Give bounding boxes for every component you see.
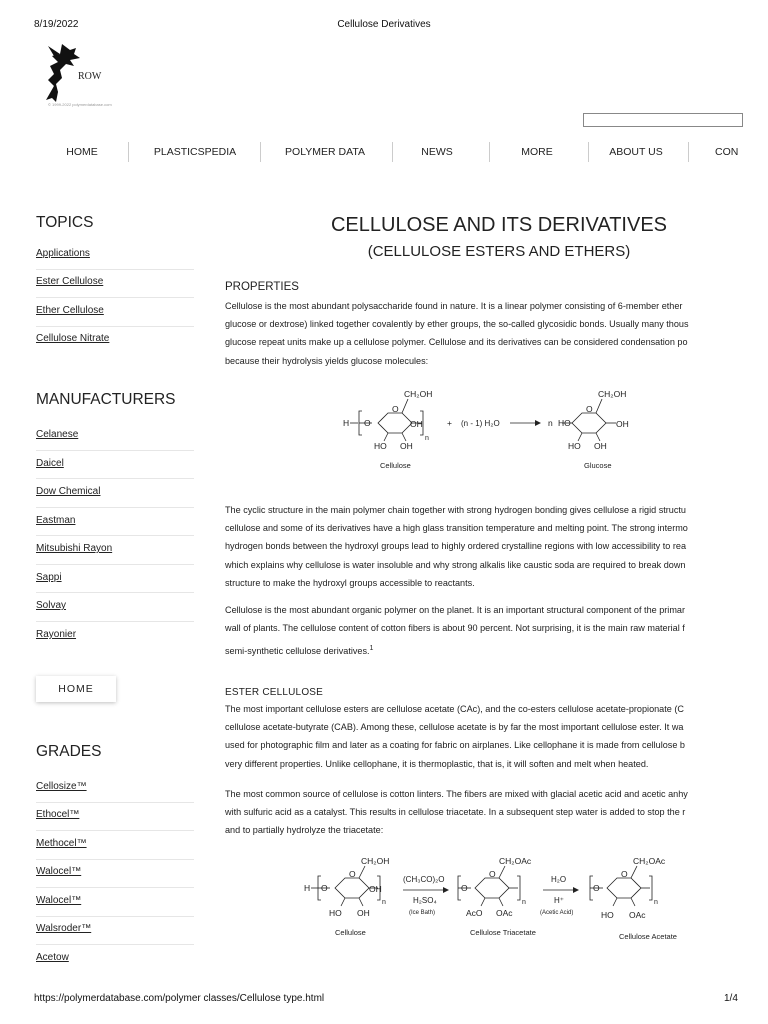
- text-line: cellulose and some of its derivatives have a high glass transition temperature and melting point. The strong intermo: [225, 523, 688, 534]
- nav-contact[interactable]: CON: [715, 146, 739, 158]
- scheme2-ch2oac: CH₂OAc: [499, 856, 532, 866]
- cellulose-hydrolysis-scheme: [340, 385, 660, 480]
- scheme2-label-acetate: Cellulose Acetate: [619, 932, 677, 941]
- scheme2-ch2oac-2: CH₂OAc: [633, 856, 666, 866]
- scheme-ch2oh: CH₂OH: [404, 389, 433, 399]
- divider: [36, 887, 194, 888]
- page-subtitle: (CELLULOSE ESTERS AND ETHERS): [367, 243, 631, 260]
- text-line: Cellulose is the most abundant polysaccharide found in nature. It is a linear polymer consisting of 6-member ether: [225, 301, 683, 311]
- scheme-oh-right: OH: [616, 419, 629, 429]
- divider: [36, 507, 194, 508]
- scheme-oh-2: OH: [400, 441, 413, 451]
- scheme2-ho-3: HO: [601, 910, 614, 920]
- divider: [36, 326, 194, 327]
- text-line: wall of plants. The cellulose content of cotton fibers is about 90 percent. Not surprising, it is the main raw material f: [225, 623, 685, 634]
- text-line: The most common source of cellulose is cotton linters. The fibers are mixed with glacial acetic acid and acetic anhy: [225, 789, 688, 799]
- manufacturer-link-daicel[interactable]: Daicel: [36, 458, 64, 469]
- scheme-label-cellulose: Cellulose: [380, 461, 411, 470]
- paragraph-esters: [225, 700, 768, 773]
- text-line: hydrogen bonds between the hydroxyl groups lead to highly ordered crystalline regions with low accessibility to rea: [225, 541, 687, 552]
- nav-divider: [128, 142, 129, 162]
- divider: [36, 944, 194, 945]
- scheme-o: O: [364, 418, 371, 428]
- scheme2-label-cellulose: Cellulose: [335, 928, 366, 937]
- manufacturer-link-solvay[interactable]: Solvay: [36, 600, 67, 611]
- scheme2-oac: OAc: [496, 908, 513, 918]
- paragraph-structure: [225, 501, 768, 592]
- grades-heading: GRADES: [36, 743, 102, 760]
- scheme-ho: HO: [374, 441, 387, 451]
- text-line: The most important cellulose esters are cellulose acetate (CAc), and the co-esters cellulose acetate-propionate (C: [225, 704, 684, 714]
- divider: [36, 802, 194, 803]
- scheme2-catalyst1: H₂SO₄: [413, 896, 437, 905]
- scheme2-reagent2: H₂O: [551, 875, 567, 884]
- scheme-n-prefix: n: [548, 418, 553, 428]
- home-button[interactable]: HOME: [36, 676, 116, 702]
- print-title: Cellulose Derivatives: [337, 19, 431, 30]
- topic-link-cellulose-nitrate[interactable]: Cellulose Nitrate: [36, 333, 110, 344]
- nav-plasticspedia[interactable]: PLASTICSPEDIA: [153, 146, 237, 158]
- text-line: used for photographic film and later as a coating for fabric on airplanes. Like cellophane it is made from cellulose b: [225, 740, 685, 751]
- scheme-ho-right: HO: [558, 418, 571, 428]
- text-line: which explains why cellulose is water insoluble and why strong alkalis like caustic soda are required to break down: [225, 559, 686, 570]
- divider: [36, 621, 194, 622]
- scheme2-n-3: n: [654, 899, 658, 906]
- section-heading-ester-cellulose: ESTER CELLULOSE: [225, 687, 324, 698]
- scheme2-oh: OH: [369, 884, 382, 894]
- divider: [36, 592, 194, 593]
- logo-text: ROW: [78, 71, 102, 82]
- divider: [36, 450, 194, 451]
- scheme2-n-2: n: [522, 899, 526, 906]
- scheme2-oh-2: OH: [357, 908, 370, 918]
- scheme2-label-triacetate: Cellulose Triacetate: [470, 928, 536, 937]
- scheme2-aco: AcO: [466, 908, 483, 918]
- nav-about-us[interactable]: ABOUT US: [609, 146, 663, 158]
- site-logo[interactable]: [40, 40, 120, 110]
- scheme-oh-right-2: OH: [594, 441, 607, 451]
- scheme2-n: n: [382, 899, 386, 906]
- divider: [36, 269, 194, 270]
- print-date: 8/19/2022: [34, 19, 79, 30]
- scheme-h: H: [343, 418, 350, 428]
- text-line: and to partially hydrolyze the triacetate:: [225, 825, 384, 836]
- divider: [36, 830, 194, 831]
- divider: [36, 297, 194, 298]
- nav-polymer-data[interactable]: POLYMER DATA: [285, 146, 365, 158]
- manufacturer-link-celanese[interactable]: Celanese: [36, 429, 79, 440]
- manufacturer-link-sappi[interactable]: Sappi: [36, 572, 62, 583]
- text-line: [225, 640, 768, 658]
- text-line: because their hydrolysis yields glucose molecules:: [225, 355, 429, 366]
- topic-link-applications[interactable]: Applications: [36, 248, 90, 259]
- scheme2-ho: HO: [329, 908, 342, 918]
- scheme2-oac-2: OAc: [629, 910, 646, 920]
- grade-link-acetow[interactable]: Acetow: [36, 952, 69, 963]
- print-page-number: 1/4: [724, 993, 738, 1004]
- scheme2-ring-o: O: [349, 869, 356, 879]
- paragraph-abundance: [225, 601, 768, 659]
- text-line: glucose repeat units make up a cellulose polymer. Cellulose and its derivatives can be considered condensation po: [225, 337, 688, 348]
- print-url: https://polymerdatabase.com/polymer classes/Cellulose type.html: [34, 993, 325, 1004]
- scheme2-condition1: (Ice Bath): [409, 910, 436, 916]
- page-title: CELLULOSE AND ITS DERIVATIVES: [330, 214, 668, 236]
- text-line: The cyclic structure in the main polymer chain together with strong hydrogen bonding gives cellulose a rigid structu: [225, 505, 686, 515]
- grade-link-cellosize[interactable]: Cellosize™: [36, 781, 87, 792]
- grade-link-walocel-2[interactable]: Walocel™: [36, 895, 82, 906]
- nav-home[interactable]: HOME: [66, 146, 98, 158]
- text-span: semi-synthetic cellulose derivatives.: [225, 646, 370, 657]
- text-line: very different properties. Unlike cellophane, it is thermoplastic, that is, it will soften and melt when heated.: [225, 758, 649, 769]
- scheme-ho-right-2: HO: [568, 441, 581, 451]
- nav-news[interactable]: NEWS: [421, 146, 453, 158]
- grade-link-ethocel[interactable]: Ethocel™: [36, 809, 80, 820]
- paragraph-properties: [225, 297, 768, 370]
- scheme-ring-o: O: [392, 404, 399, 414]
- scheme2-o: O: [321, 883, 328, 893]
- manufacturer-link-rayonier[interactable]: Rayonier: [36, 629, 77, 640]
- section-heading-properties: PROPERTIES: [225, 281, 299, 293]
- main-content: [225, 0, 768, 1024]
- divider: [36, 564, 194, 565]
- scheme2-h: H: [304, 883, 311, 893]
- text-line: glucose or dextrose) linked together covalently by ether groups, the so-called glycosidic bonds. Usually many thous: [225, 319, 689, 330]
- topic-link-ether-cellulose[interactable]: Ether Cellulose: [36, 305, 104, 316]
- scheme-ch2oh-right: CH₂OH: [598, 389, 627, 399]
- scheme2-o-2: O: [461, 883, 468, 893]
- text-line: Cellulose is the most abundant organic polymer on the planet. It is an important structural component of the primar: [225, 605, 685, 615]
- topics-heading: TOPICS: [36, 214, 94, 231]
- divider: [36, 478, 194, 479]
- scheme-oh: OH: [410, 419, 423, 429]
- text-line: structure to make the hydroxyl groups accessible to reactants.: [225, 577, 475, 588]
- footnote-ref[interactable]: 1: [369, 645, 374, 653]
- text-line: cellulose acetate-butyrate (CAB). Among these, cellulose acetate is by far the most important cellulose ester. It wa: [225, 722, 684, 733]
- scheme2-ch2oh: CH₂OH: [361, 856, 390, 866]
- scheme-reagent: (n - 1) H₂O: [461, 419, 500, 428]
- scheme2-o-3: O: [593, 883, 600, 893]
- divider: [36, 535, 194, 536]
- scheme-n: n: [425, 435, 429, 442]
- divider: [36, 916, 194, 917]
- logo-copyright: © 1999-2022 polymerdatabase.com: [48, 102, 112, 107]
- grade-link-methocel[interactable]: Methocel™: [36, 838, 87, 849]
- scheme2-catalyst2: H⁺: [554, 896, 564, 905]
- acetylation-scheme: [303, 852, 713, 947]
- manufacturer-link-dow-chemical[interactable]: Dow Chemical: [36, 486, 101, 497]
- scheme2-reagent1: (CH₃CO)₂O: [403, 875, 445, 884]
- paragraph-linters: [225, 785, 768, 840]
- scheme2-condition2: (Acetic Acid): [540, 910, 574, 916]
- topic-link-ester-cellulose[interactable]: Ester Cellulose: [36, 276, 104, 287]
- scheme-ring-o-right: O: [586, 404, 593, 414]
- manufacturer-link-mitsubishi-rayon[interactable]: Mitsubishi Rayon: [36, 543, 113, 554]
- divider: [36, 859, 194, 860]
- scheme2-ring-o-2: O: [489, 869, 496, 879]
- grade-link-walocel[interactable]: Walocel™: [36, 866, 82, 877]
- text-line: with sulfuric acid as a catalyst. This results in cellulose triacetate. In a subsequent step water is added to stop the r: [225, 807, 686, 818]
- nav-more[interactable]: MORE: [521, 146, 553, 158]
- scheme-label-glucose: Glucose: [584, 461, 612, 470]
- manufacturers-heading: MANUFACTURERS: [36, 391, 176, 408]
- grade-link-walsroder[interactable]: Walsroder™: [36, 923, 92, 934]
- scheme-plus: +: [447, 418, 452, 428]
- manufacturer-link-eastman[interactable]: Eastman: [36, 515, 76, 526]
- scheme2-ring-o-3: O: [621, 869, 628, 879]
